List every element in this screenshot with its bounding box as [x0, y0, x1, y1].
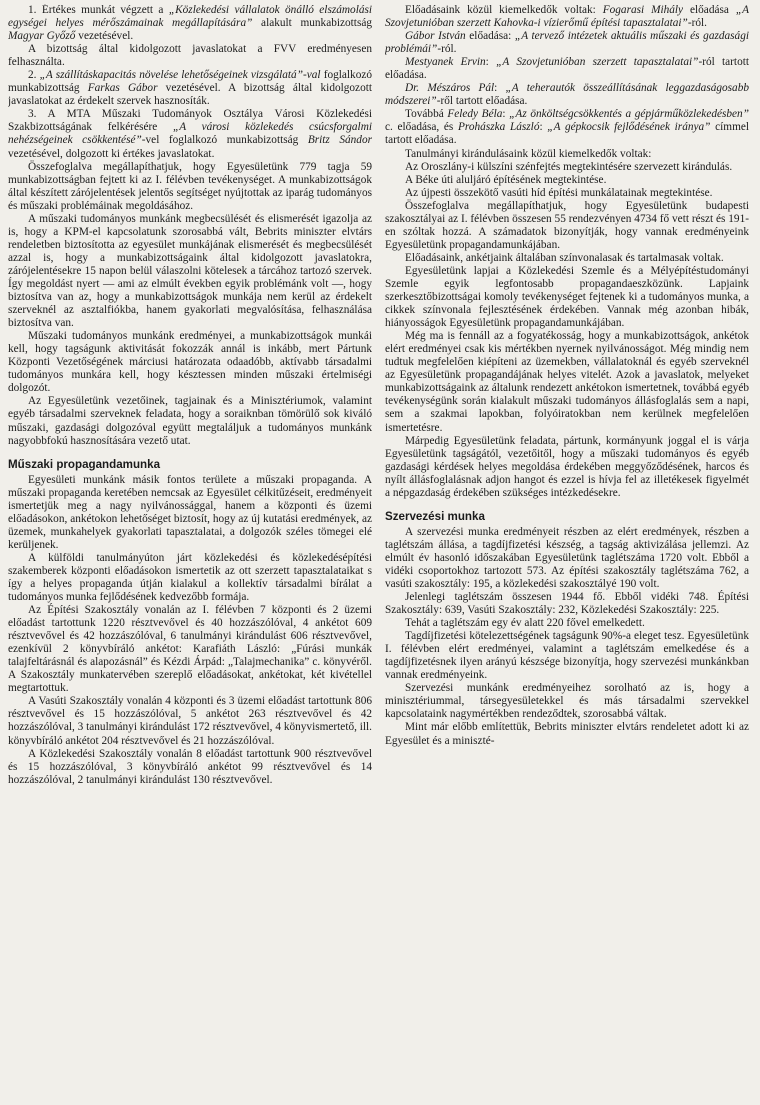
- paragraph: Előadásaink, ankétjaink általában színvonalasak és tartalmasak voltak.: [405, 251, 724, 264]
- paragraph: Még ma is fennáll az a fogyatékosság, hogy a munkabizottságok, ankétok elért eredményei csak kis mértékben nyernek nyilvánosságot. Még mindig nem tudtuk megfelelően kiépíteni az üzemekben, vállalatoknál és egyéb szerveknél az Egyesületünk propagandájának helyes vitelét. Azok a javaslatok, melyeket munkabizottságaink az általunk rendezett ankétokon ismertetnek, továbbá egyéb tevékenységünk során kialakult műszaki tudományos állásfoglalás sem a napi, sem a szakmai lapokban, folyóiratokban nem kerülnek megfelelően ismertetésre.: [385, 330, 749, 434]
- paragraph: Az Építési Szakosztály vonalán az I. félévben 7 központi és 2 üzemi előadást tartottunk 1220 résztvevővel és 40 hozzászólóval, 4 ankétot 609 résztvevővel és 42 hozzászólóval, 6 tanulmányi kirándulást 606 résztvevővel, ezenkívül 2 könyvbíráló ankétot: Karafiáth László: „Fúrási munkák talajfeltárásnál és alapozásnál” és Kézdi Árpád: „Talajmechanika” c. könyvéről. A Szakosztály munkatervében szereplő előadásokat, ankétokat, két kivétellel megtartottuk.: [8, 604, 372, 695]
- paragraph: Tehát a taglétszám egy év alatt 220 fővel emelkedett.: [405, 617, 645, 630]
- paragraph: Szervezési munkánk eredményeihez sorolható az is, hogy a minisztériummal, társegyesületekkel és más társadalmi szervekkel kapcsolataink nagymértékben rendeződtek, szorosabbá váltak.: [385, 682, 749, 721]
- paragraph: Műszaki tudományos munkánk eredményei, a munkabizottságok munkái kell, hogy tagságunk aktivitását fokozzák annál is inkább, mert Pártunk Központi Vezetőségének márciusi határozata odaadóbb, aktívabb társadalmi tudományos munkára kell, hogy késztessen minden műszaki értelmiségi dolgozót.: [8, 330, 372, 395]
- paragraph: Mestyanek Ervin: „A Szovjetunióban szerzett tapasztalatai”-ról tartott előadása.: [385, 56, 749, 82]
- paragraph: 1. Értékes munkát végzett a „Közlekedési vállalatok önálló elszámolási egységei helyes mérőszámainak megállapítására” alakult munkabizottság Magyar Győző vezetésével.: [8, 4, 372, 43]
- paragraph: Mint már előbb említettük, Bebrits miniszter elvtárs rendeletet adott ki az Egyesület és a miniszté-: [385, 721, 749, 747]
- paragraph: A Vasúti Szakosztály vonalán 4 központi és 3 üzemi előadást tartottunk 806 résztvevővel és 15 hozzászólóval, 5 ankétot 263 résztvevővel és 42 hozzászólóval, 3 tanulmányi kirándulást 172 résztvevővel, 4 könyvismertető, ill. könyvbíráló ankétot 204 résztvevővel és 21 hozzászólóval.: [8, 695, 372, 747]
- section-heading: Szervezési munka: [385, 509, 485, 523]
- paragraph: A bizottság által kidolgozott javaslatokat a FVV eredményesen felhasználta.: [8, 43, 372, 69]
- section-heading: Műszaki propagandamunka: [8, 457, 161, 471]
- paragraph: Előadásaink közül kiemelkedők voltak: Fogarasi Mihály előadása „A Szovjetunióban szerzett Kahovka-i vízierőmű építési tapasztalatai”-ról.: [385, 4, 749, 30]
- paragraph: A külföldi tanulmányúton járt közlekedési és közlekedésépítési szakemberek központi előadásokon ismertetik az ott szerzett tapasztalataikat s így a helyes propaganda útján kialakul a kollektív társadalmi bírálat a tudományos munka fejlődésének kedvezőbb formája.: [8, 551, 372, 604]
- paragraph: Márpedig Egyesületünk feladata, pártunk, kormányunk joggal el is várja Egyesületünk tagságától, vezetőitől, hogy a műszaki tudományos és egyéb gazdasági kérdések helyes megoldása érdekében meggyőződésének, harcos és nyílt állásfoglalásnak adjon hangot és ezzel is hívja fel az illetékesek figyelmét a népgazdaság érdekében szükséges intézkedésekre.: [385, 434, 749, 499]
- paragraph: Összefoglalva megállapíthatjuk, hogy Egyesületünk budapesti szakosztályai az I. félévben összesen 55 rendezvényen 4734 fő vett részt és 191-en szóltak hozzá. A számadatok bizonyítják, hogy vannak eredményeink Egyesületünk propagandamunkájában.: [385, 199, 749, 251]
- paragraph: Jelenlegi taglétszám összesen 1944 fő. Ebből vidéki 748. Építési Szakosztály: 639, Vasúti Szakosztály: 232, Közlekedési Szakosztály: 225.: [385, 591, 749, 617]
- paragraph: Az újpesti összekötő vasúti híd építési munkálatainak megtekintése.: [405, 186, 713, 199]
- paragraph: A Közlekedési Szakosztály vonalán 8 előadást tartottunk 900 résztvevővel és 15 hozzászólóval, 3 könyvbíráló ankétot 99 résztvevővel és 14 hozzászólóval, 2 tanulmányi kirándulást 130 résztvevővel.: [8, 747, 372, 786]
- paragraph: A műszaki tudományos munkánk megbecsülését és elismerését igazolja az is, hogy a KPM-el kapcsolatunk szorosabbá vált, Bebrits miniszter elvtárs rendeletben biztosította az egyesület munkájának elismerését és megbecsülését azzal is, hogy a munkabizottságaink által kidolgozott javaslatokra, zárójelentésekre 15 napon belül válaszolni kötelesek a tárcához tartozó szervek. Így megoldást nyert — ami az elmúlt években egyik problémánk volt —, hogy biztosítva van az, hogy a munkabizottságok munkája nem kerül az érdekelt szerveknél az asztalfiókba, hanem gyakorlati megvalósítása, felhasználása biztosítva van.: [8, 212, 372, 330]
- paragraph: A Béke úti aluljáró építésének megtekintése.: [405, 173, 607, 186]
- paragraph: 2. „A szállításkapacitás növelése lehetőségeinek vizsgálatá”-val foglalkozó munkabizottság Farkas Gábor vezetésével. A bizottság által kidolgozott javaslatokat az érdekelt szervek hasznosíták.: [8, 69, 372, 108]
- paragraph: Gábor István előadása: „A tervező intézetek aktuális műszaki és gazdasági problémái”-ról.: [385, 30, 749, 56]
- paragraph: Dr. Mészáros Pál: „A teherautók összeállításának leggazdaságosabb módszerei”-ről tartott előadása.: [385, 82, 749, 108]
- paragraph: Az Egyesületünk vezetőinek, tagjainak és a Minisztériumok, valamint egyéb társadalmi szerveknek feladata, hogy a soraiknban tömörülő sok kiváló műszaki, gazdasági dolgozóval együtt megtaláljuk a tudományos munkánk nagyobbfokú hasznosítására vezető utat.: [8, 395, 372, 447]
- paragraph: A szervezési munka eredményeit részben az elért eredmények, részben a taglétszám állása, a tagdíjfizetési készség, a tagság aktivizálása jellemzi. Az elmúlt év hasonló időszakában Egyesületünk taglétszáma 1720 volt. Ebből a vidéki csoportokhoz tartozott 573. Az építési szakosztály taglétszáma 762, a vasúti szakosztály: 195, a közlekedési szakosztályé 190 volt.: [385, 525, 749, 590]
- paragraph: Egyesületi munkánk másik fontos területe a műszaki propaganda. A műszaki propaganda keretében nemcsak az Egyesület célkitűzéseit, eredményeit ismertetjük meg a nagy nyilvánossággal, hanem a központi és üzemi előadásokon, ankétokon lehetőséget biztosít, hogy az új kutatási eredmények, az üzemek, munkahelyek gyakorlati tapasztalatai, a dolgozók széles tömegei elé kerüljenek.: [8, 473, 372, 551]
- paragraph: Továbbá Feledy Béla: „Az önköltségcsökkentés a gépjárműközlekedésben” c. előadása, és Prohászka László: „A gépkocsik fejlődésének iránya” címmel tartott előadása.: [385, 108, 749, 147]
- paragraph: Tanulmányi kirándulásaink közül kiemelkedők voltak:: [405, 147, 652, 160]
- paragraph: Egyesületünk lapjai a Közlekedési Szemle és a Mélyépítéstudományi Szemle egyik legfontosabb propagandaeszközünk. Lapjaink szerkesztőbizottságai komoly tevékenységet fejtenek ki a tudományos munka, a cikkek színvonala fejlesztésének érdekében. Vannak még azonban hibák, hiányosságok Egyesületünk propagandamunkájában.: [385, 264, 749, 330]
- paragraph: Összefoglalva megállapíthatjuk, hogy Egyesületünk 779 tagja 59 munkabizottságban fejtett ki az I. félévben tevékenységet. A munkabizottságok által készített zárójelentések jelentős segítséget nyújtottak az iparág tudományos és műszaki problémáinak megoldásához.: [8, 160, 372, 212]
- paragraph: Tagdíjfizetési kötelezettségének tagságunk 90%-a eleget tesz. Egyesületünk I. félévben elért eredményei, valamint a taglétszám emelkedése és a tagdíjfizetésnek ilyen arányú készsége bizonyítja, hogy szervezési munkánkban vannak eredményeink.: [385, 630, 749, 682]
- paragraph: Az Oroszlány-i külszíni szénfejtés megtekintésére szervezett kirándulás.: [405, 160, 733, 173]
- right-column: [385, 4, 749, 1105]
- paragraph: 3. A MTA Műszaki Tudományok Osztálya Városi Közlekedési Szakbizottságának felkérésére „A városi közlekedés csúcsforgalmi nehézségeinek csökkentésé”-vel foglalkozó munkabizottság Britz Sándor vezetésével, dolgozott ki értékes javaslatokat.: [8, 108, 372, 160]
- left-column: [8, 4, 372, 1105]
